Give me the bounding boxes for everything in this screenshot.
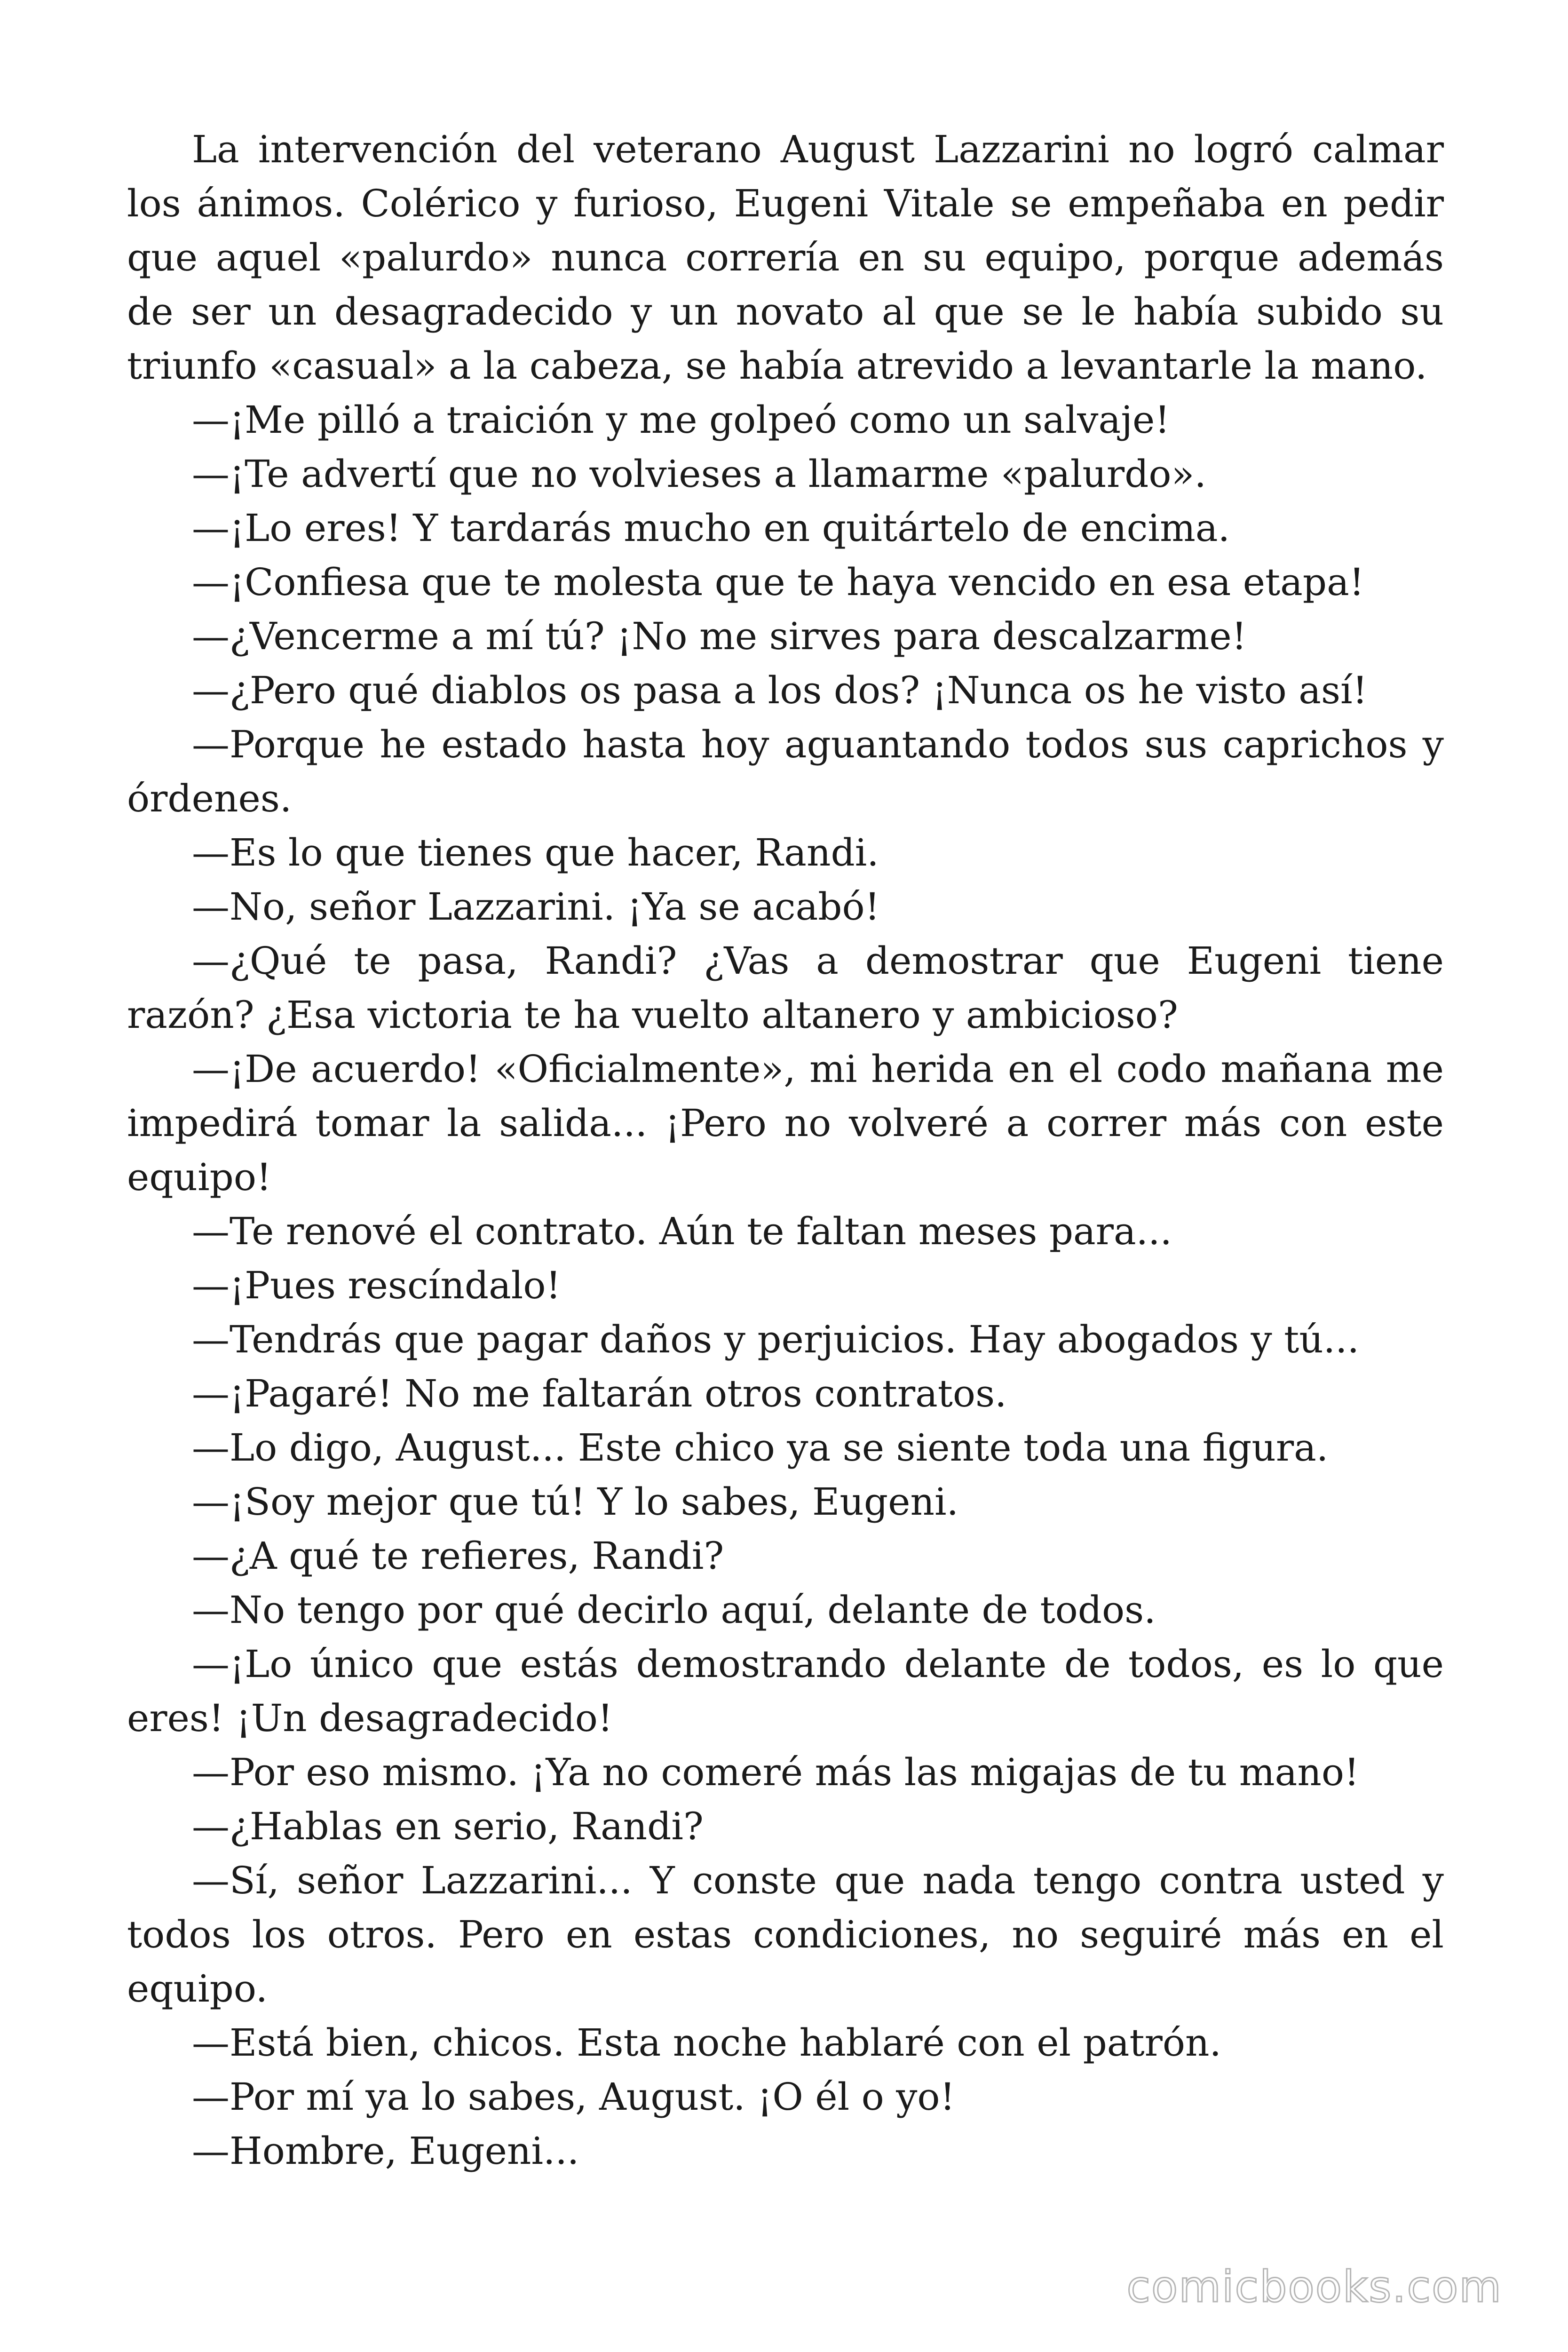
dialogue-line: —Por eso mismo. ¡Ya no comeré más las migajas de tu mano! bbox=[192, 1750, 1360, 1794]
dialogue-line: —Por mí ya lo sabes, August. ¡O él o yo! bbox=[192, 2075, 955, 2119]
dialogue-line: —Está bien, chicos. Esta noche hablaré con el patrón. bbox=[192, 2021, 1221, 2065]
dialogue-line: —No tengo por qué decirlo aquí, delante de todos. bbox=[192, 1588, 1156, 1632]
dialogue-line: —Hombre, Eugeni... bbox=[192, 2129, 579, 2173]
dialogue-line: —¡Pues rescíndalo! bbox=[192, 1263, 561, 1307]
dialogue-line: —¿Vencerme a mí tú? ¡No me sirves para descalzarme! bbox=[192, 614, 1247, 658]
dialogue-line: —Es lo que tienes que hacer, Randi. bbox=[192, 831, 879, 874]
dialogue-line: —Lo digo, August... Este chico ya se siente toda una figura. bbox=[192, 1426, 1329, 1470]
dialogue-line: —¿Hablas en serio, Randi? bbox=[192, 1804, 704, 1848]
dialogue-line: —¡Lo único que estás demostrando delante de todos, es lo que eres! ¡Un desagradecido! bbox=[127, 1642, 1444, 1740]
dialogue-line: —¿A qué te refieres, Randi? bbox=[192, 1534, 724, 1578]
dialogue-line: —Tendrás que pagar daños y perjuicios. Hay abogados y tú... bbox=[192, 1318, 1360, 1361]
dialogue-line: —¡Me pilló a traición y me golpeó como un salvaje! bbox=[192, 398, 1170, 442]
dialogue-line: —¡Soy mejor que tú! Y lo sabes, Eugeni. bbox=[192, 1480, 958, 1524]
dialogue-line: —¡Confiesa que te molesta que te haya vencido en esa etapa! bbox=[192, 560, 1364, 604]
dialogue-line: —¡Lo eres! Y tardarás mucho en quitártelo de encima. bbox=[192, 506, 1230, 550]
dialogue-line: —¡De acuerdo! «Oficialmente», mi herida en el codo mañana me impedirá tomar la salida... ¡Pero no volveré a correr más con este equipo! bbox=[127, 1047, 1444, 1199]
dialogue-line: —¿Qué te pasa, Randi? ¿Vas a demostrar que Eugeni tiene razón? ¿Esa victoria te ha vuelto altanero y ambicioso? bbox=[127, 939, 1444, 1037]
dialogue-line: —¡Te advertí que no volvieses a llamarme «palurdo». bbox=[192, 452, 1206, 496]
book-page-text bbox=[127, 122, 1444, 2178]
dialogue-line: —¿Pero qué diablos os pasa a los dos? ¡Nunca os he visto así! bbox=[192, 668, 1368, 712]
watermark: comicbooks.com bbox=[1126, 2262, 1502, 2312]
dialogue-line: —¡Pagaré! No me faltarán otros contratos. bbox=[192, 1372, 1007, 1415]
dialogue-line: —No, señor Lazzarini. ¡Ya se acabó! bbox=[192, 885, 880, 929]
dialogue-line: —Te renové el contrato. Aún te faltan meses para... bbox=[192, 1209, 1172, 1253]
paragraph: La intervención del veterano August Lazzarini no logró calmar los ánimos. Colérico y furioso, Eugeni Vitale se empeñaba en pedir que aquel «palurdo» nunca correría en su equipo, porque además de ser un desagradecido y un novato al que se le había subido su triunfo «casual» a la cabeza, se había atrevido a levantarle la mano. bbox=[127, 127, 1444, 388]
dialogue-line: —Sí, señor Lazzarini... Y conste que nada tengo contra usted y todos los otros. Pero en estas condiciones, no seguiré más en el equipo. bbox=[127, 1859, 1444, 2010]
dialogue-line: —Porque he estado hasta hoy aguantando todos sus caprichos y órdenes. bbox=[127, 723, 1444, 820]
